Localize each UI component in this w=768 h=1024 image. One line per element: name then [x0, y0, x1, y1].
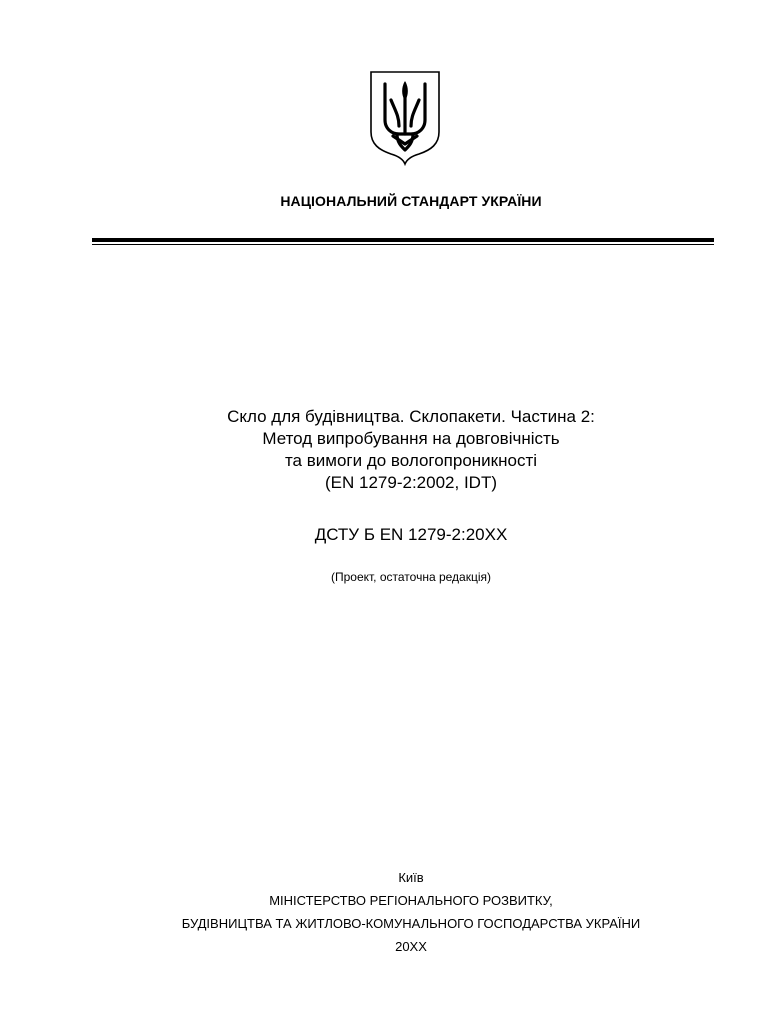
title-line-4: (EN 1279-2:2002, IDT) — [325, 473, 497, 492]
footer-ministry-line-2: БУДІВНИЦТВА ТА ЖИТЛОВО-КОМУНАЛЬНОГО ГОСПОДАРСТВА УКРАЇНИ — [181, 916, 641, 931]
footer-city: Київ — [398, 870, 424, 885]
footer-year: 20ХХ — [395, 939, 427, 954]
header-divider-thin — [92, 244, 714, 245]
document-title — [0, 406, 768, 494]
title-line-1: Скло для будівництва. Склопакети. Частина 2: — [227, 407, 595, 426]
header-divider-thick — [92, 238, 714, 242]
draft-status-note: (Проект, остаточна редакція) — [330, 570, 491, 584]
org-title: НАЦІОНАЛЬНИЙ СТАНДАРТ УКРАЇНИ — [280, 193, 542, 209]
title-line-2: Метод випробування на довговічність — [262, 429, 560, 448]
title-line-3: та вимоги до вологопроникності — [284, 451, 538, 470]
standard-code: ДСТУ Б EN 1279-2:20ХХ — [314, 525, 508, 544]
footer-ministry-line-1: МІНІСТЕРСТВО РЕГІОНАЛЬНОГО РОЗВИТКУ, — [269, 893, 553, 908]
ukraine-trident-emblem-icon — [369, 70, 441, 166]
publisher-footer — [0, 866, 768, 958]
